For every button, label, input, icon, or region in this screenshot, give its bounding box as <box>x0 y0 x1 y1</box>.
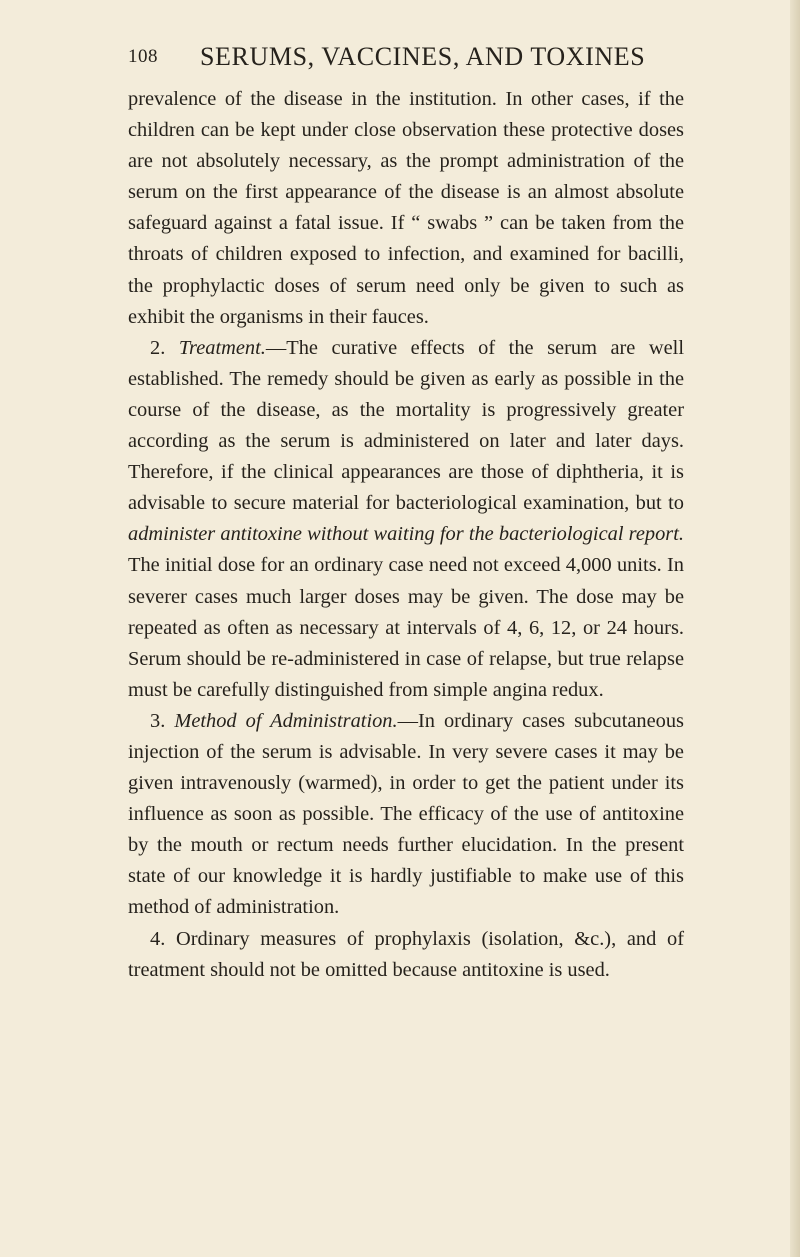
running-title: SERUMS, VACCINES, AND TOXINES <box>200 42 646 71</box>
body-text <box>128 84 684 986</box>
section-heading-treatment: Treatment. <box>178 336 266 359</box>
paragraph-measures <box>128 924 684 986</box>
page-number: 108 <box>128 46 158 67</box>
emphasis-administer: administer antitoxine without waiting for the bacteriological report. <box>128 523 684 546</box>
section-heading-method: Method of Administration. <box>174 709 398 732</box>
paragraph-text: Ordinary measures of prophylaxis (isolation, &c.), and of treatment should not be omitted because antitoxine is used. <box>128 927 684 981</box>
paragraph-text: —The curative effects of the serum are well established. The remedy should be given as early as possible in the course of the disease, as the mortality is progressively greater according as the serum is administered on later and later days. Therefore, if the clinical appearances are those of diphtheria, it is advisable to secure material for bacteriological examination, but to <box>128 336 684 515</box>
paragraph-number: 4. <box>150 927 166 950</box>
paragraph-text: The initial dose for an ordinary case need not exceed 4,000 units. In severer cases much larger doses may be given. The dose may be repeated as often as necessary at intervals of 4, 6, 12, or 24 hours. Serum should be re-administered in case of relapse, but true relapse must be carefully distinguished from simple angina redux. <box>128 554 684 701</box>
page-edge <box>790 0 800 1257</box>
paragraph-number: 3. <box>150 709 166 732</box>
paragraph-method <box>128 706 684 924</box>
paragraph-number: 2. <box>150 336 166 359</box>
paragraph-text: —In ordinary cases subcutaneous injection of the serum is advisable. In very severe cases it may be given intravenously (warmed), in order to get the patient under its influence as soon as possible. The efficacy of the use of antitoxine by the mouth or rectum needs further elucidation. In the present state of our knowledge it is hardly justifiable to make use of this method of administration. <box>128 709 684 919</box>
paragraph-treatment <box>128 333 684 706</box>
page-header <box>128 42 688 76</box>
paragraph-text: prevalence of the disease in the institution. In other cases, if the children can be kept under close observation these protective doses are not absolutely necessary, as the prompt administration of the serum on the first appearance of the disease is an almost absolute safeguard against a fatal issue. If “ swabs ” can be taken from the throats of children exposed to infection, and examined for bacilli, the prophylactic doses of serum need only be given to such as exhibit the organisms in their fauces. <box>128 88 684 328</box>
paragraph-prevalence <box>128 84 684 333</box>
